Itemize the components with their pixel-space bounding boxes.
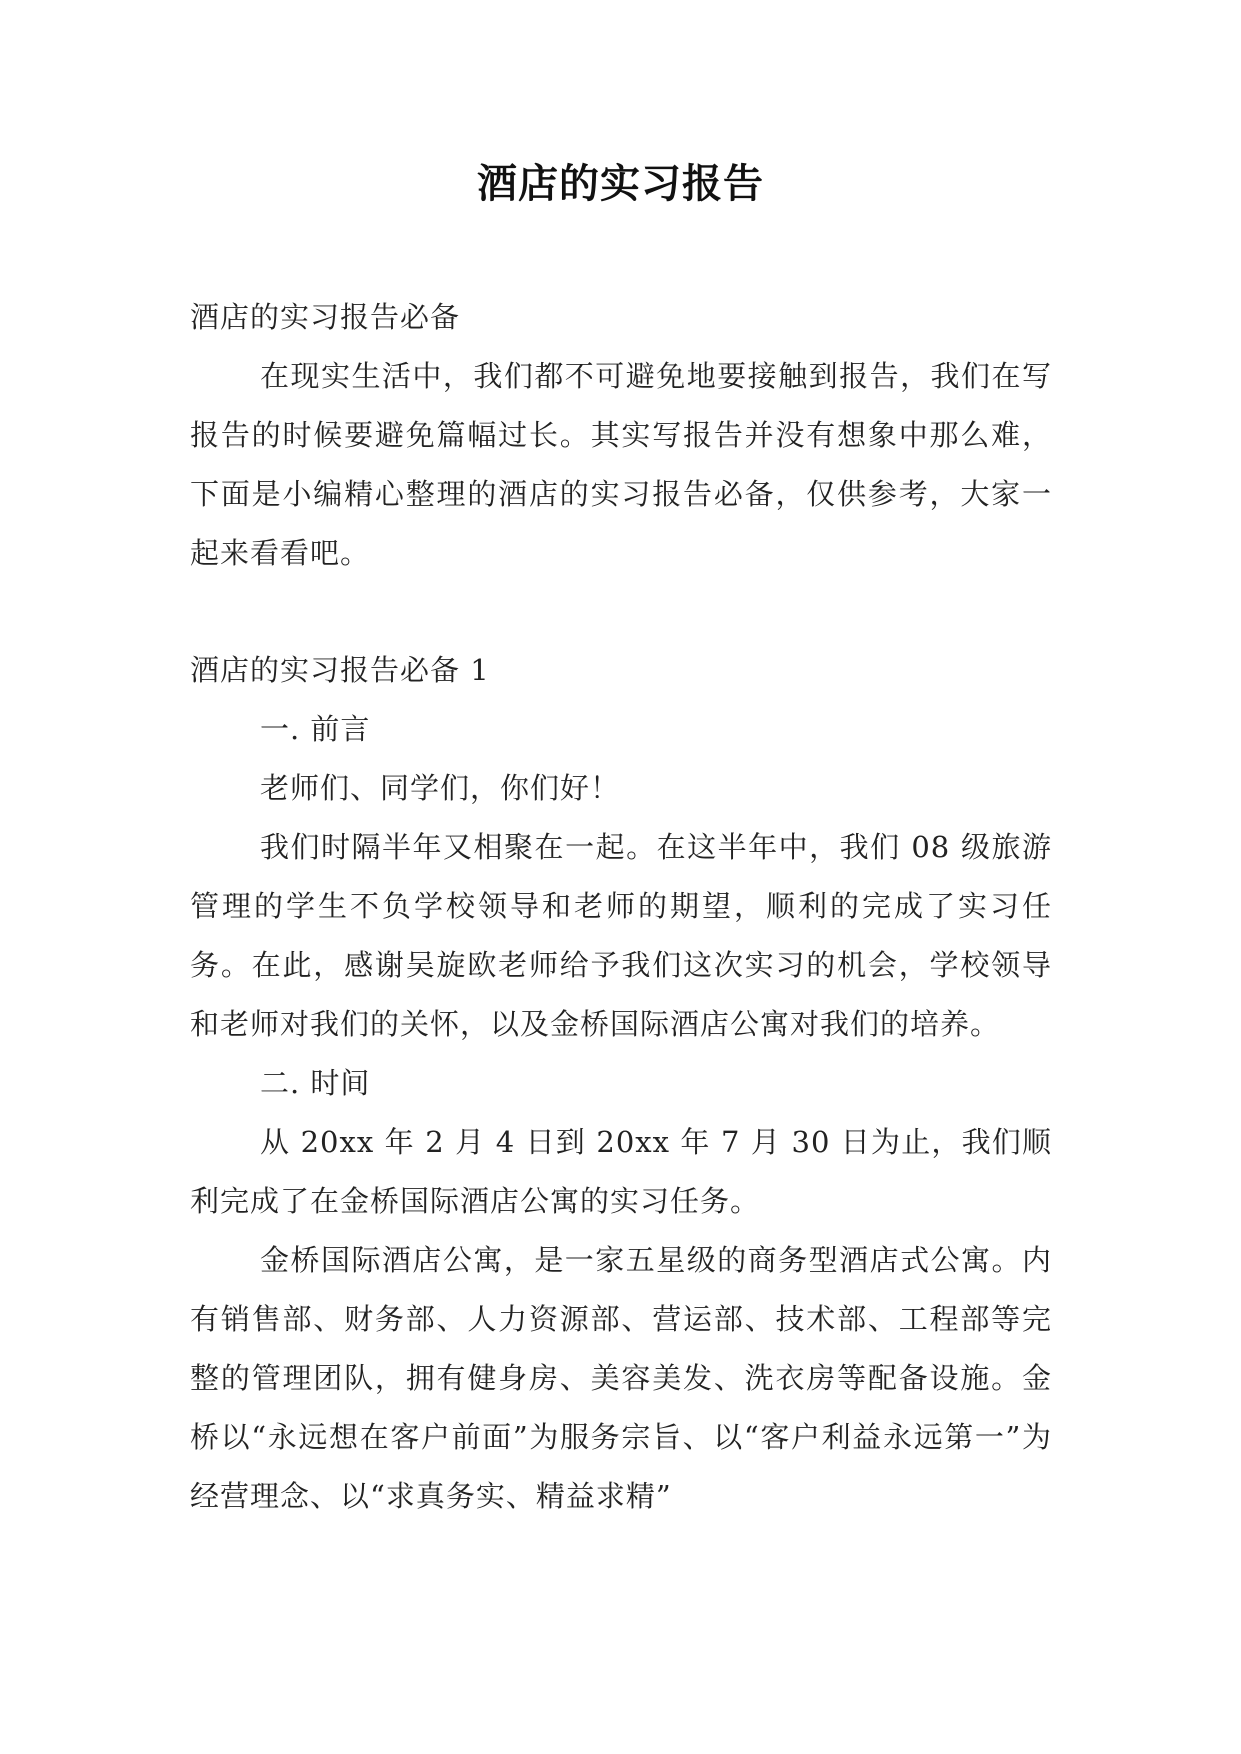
body-paragraph: 从 20xx 年 2 月 4 日到 20xx 年 7 月 30 日为止，我们顺利完成了在金桥国际酒店公寓的实习任务。 — [190, 1125, 1052, 1218]
body-paragraph: 我们时隔半年又相聚在一起。在这半年中，我们 08 级旅游管理的学生不负学校领导和老师的期望，顺利的完成了实习任务。在此，感谢吴旋欧老师给予我们这次实习的机会，学校领导和老师对我们的关怀，以及金桥国际酒店公寓对我们的培养。 — [190, 830, 1052, 1041]
section-heading: 酒店的实习报告必备 — [190, 300, 461, 334]
section-heading: 酒店的实习报告必备 1 — [190, 653, 490, 687]
document-title: 酒店的实习报告 — [477, 160, 764, 207]
subsection-heading: 二. 时间 — [260, 1066, 371, 1100]
paragraph-spacer — [190, 583, 1052, 641]
body-paragraph: 金桥国际酒店公寓，是一家五星级的商务型酒店式公寓。内有销售部、财务部、人力资源部、营运部、技术部、工程部等完整的管理团队，拥有健身房、美容美发、洗衣房等配备设施。金桥以“永远想在客户前面”为服务宗旨、以“客户利益永远第一”为经营理念、以“求真务实、精益求精” — [190, 1243, 1052, 1513]
greeting-paragraph: 老师们、同学们，你们好！ — [260, 771, 621, 805]
subsection-heading: 一. 前言 — [260, 712, 371, 746]
document-body — [190, 288, 1052, 1526]
intro-paragraph: 在现实生活中，我们都不可避免地要接触到报告，我们在写报告的时候要避免篇幅过长。其实写报告并没有想象中那么难，下面是小编精心整理的酒店的实习报告必备，仅供参考，大家一起来看看吧。 — [190, 359, 1052, 570]
